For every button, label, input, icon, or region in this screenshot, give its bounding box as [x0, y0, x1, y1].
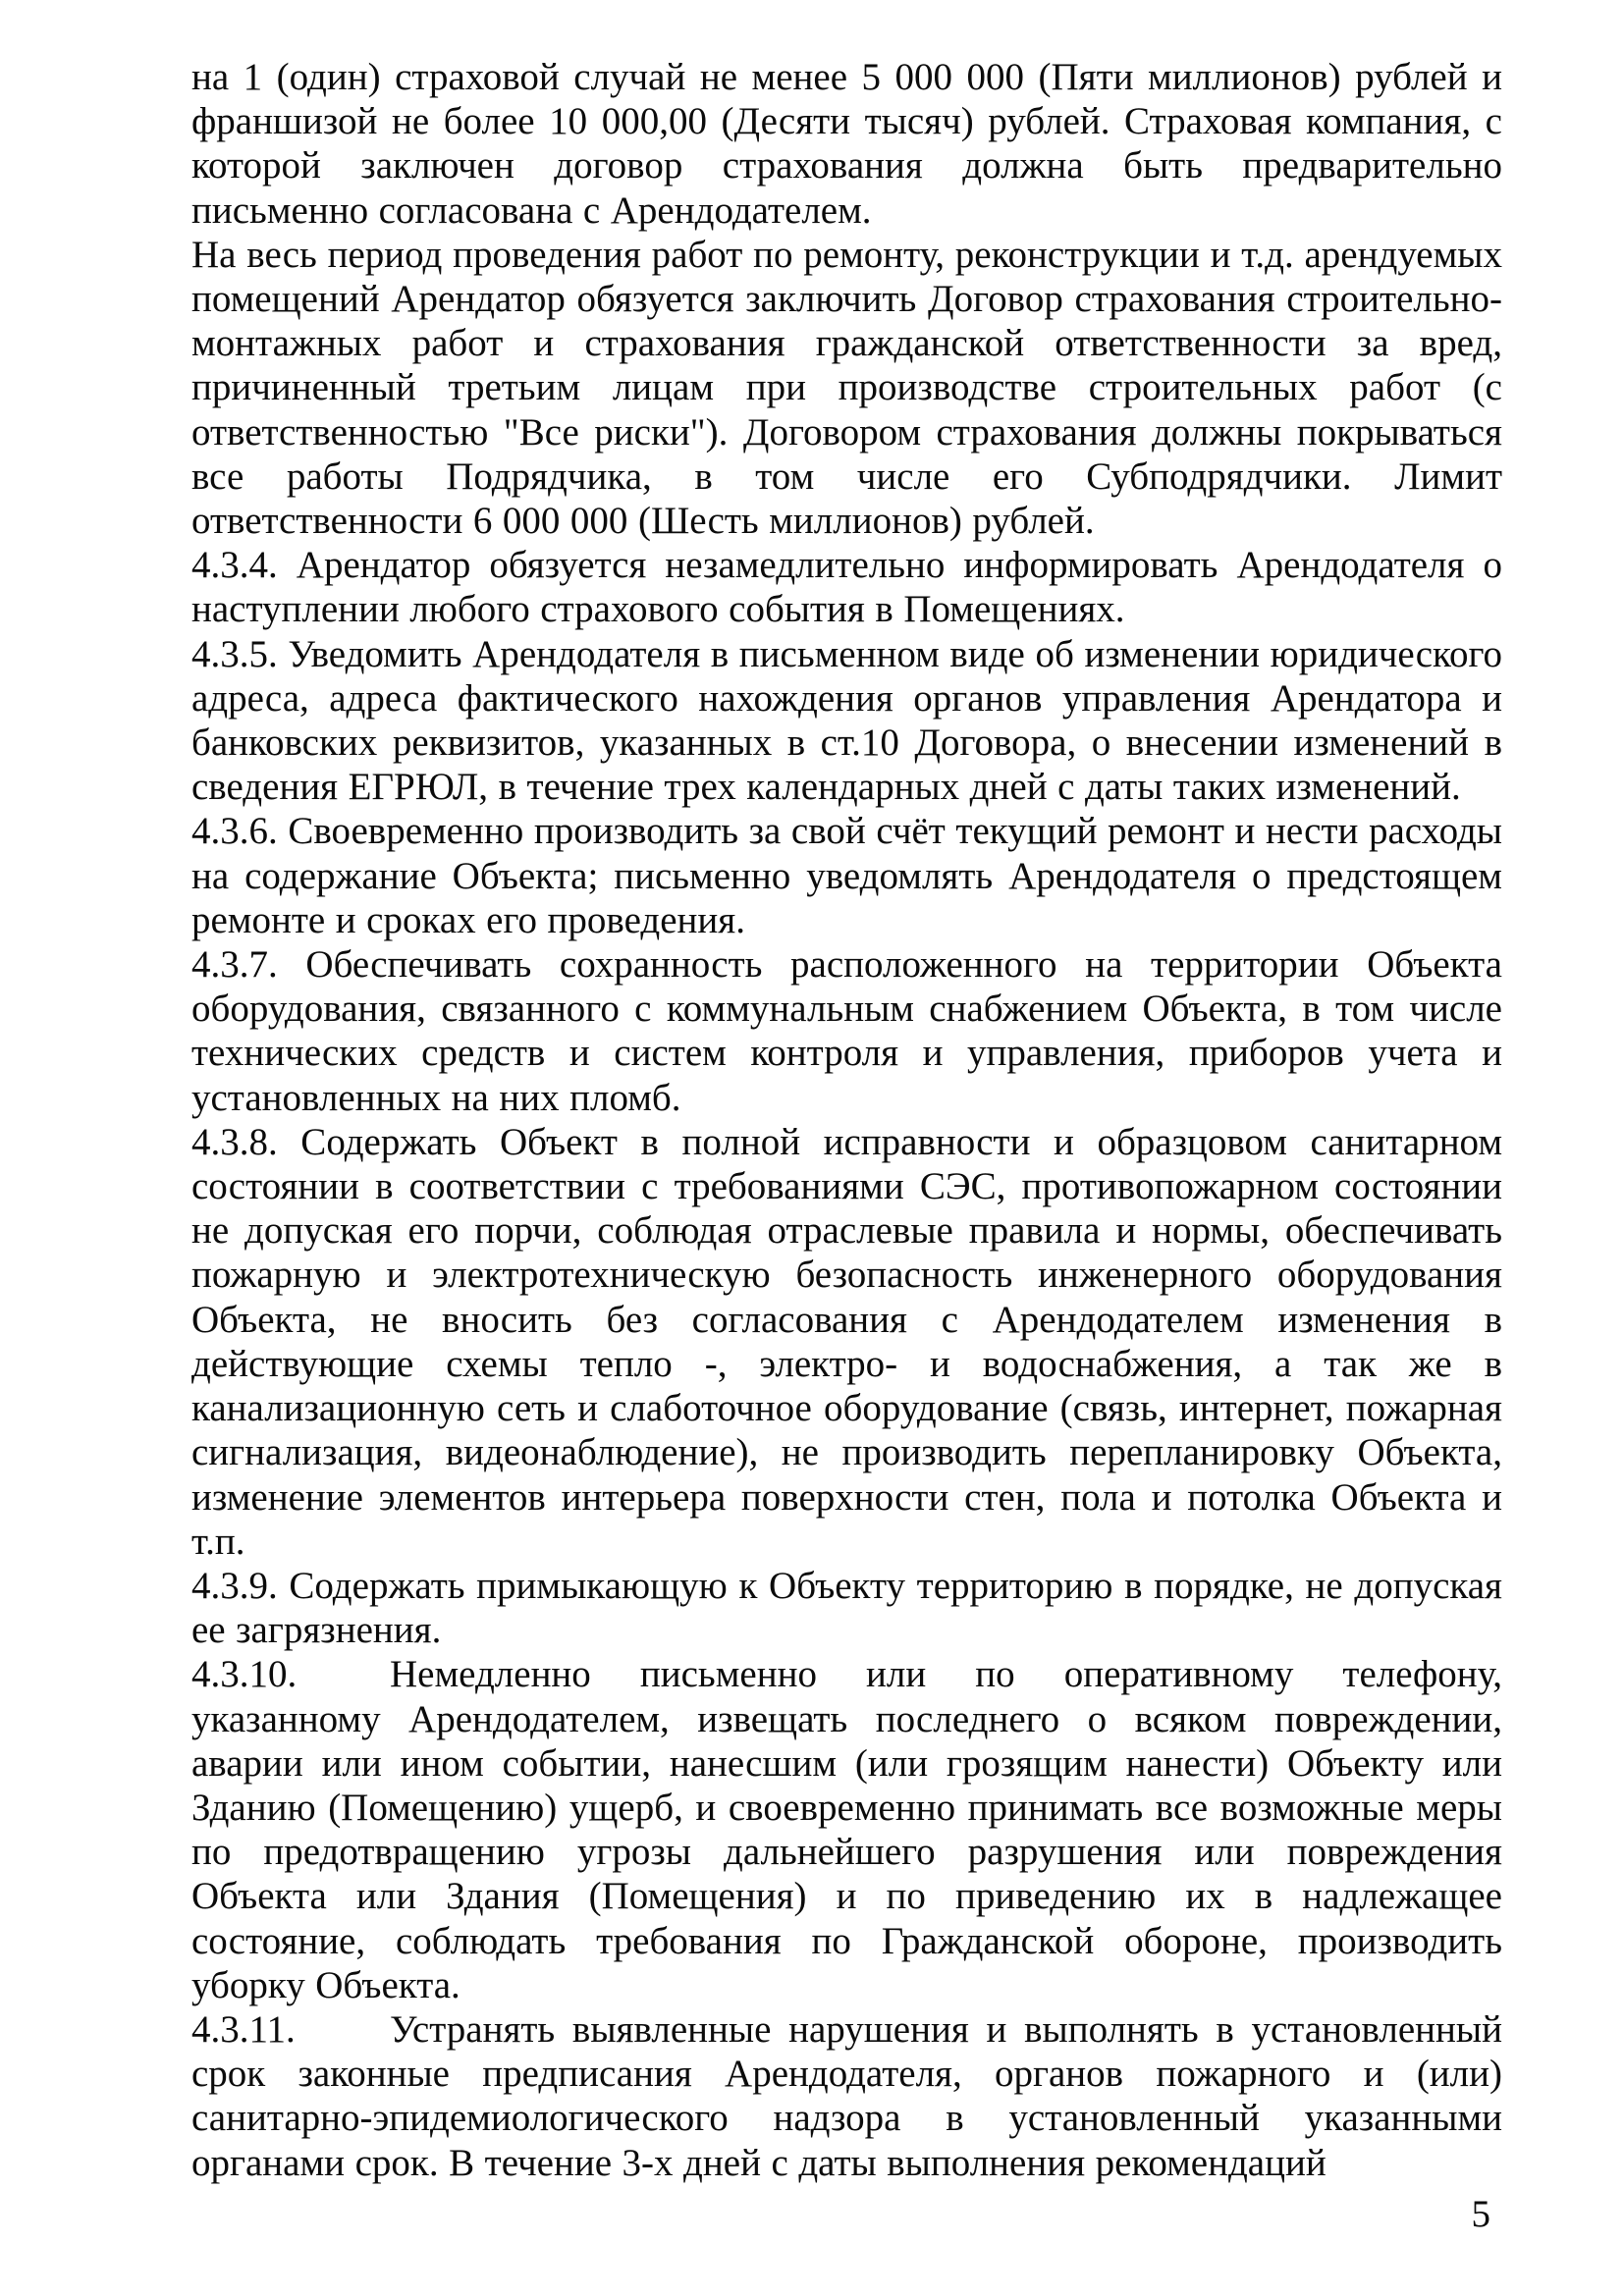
- document-body-text: [191, 55, 1502, 2185]
- clause-4-3-4: 4.3.4. Арендатор обязуется незамедлительно информировать Арендодателя о наступлении любого страхового события в Помещениях.: [191, 544, 1502, 631]
- page-number: 5: [1471, 2193, 1490, 2235]
- clause-4-3-11-number: 4.3.11.: [191, 2007, 296, 2051]
- clause-4-3-8: 4.3.8. Содержать Объект в полной исправности и образцовом санитарном состоянии в соответствии с требованиями СЭС, противопожарном состоянии не допуская его порчи, соблюдая отраслевые правила и нормы, обеспечивать пожарную и электротехническую безопасность инженерного оборудования Объекта, не вносить без согласования с Арендодателем изменения в действующие схемы тепло -, электро- и водоснабжения, а так же в канализационную сеть и слаботочное оборудование (связь, интернет, пожарная сигнализация, видеонаблюдение), не производить перепланировку Объекта, изменение элементов интерьера поверхности стен, пола и потолка Объекта и т.п.: [191, 1120, 1502, 1563]
- clause-4-3-5: 4.3.5. Уведомить Арендодателя в письменном виде об изменении юридического адреса, адреса фактического нахождения органов управления Арендатора и банковских реквизитов, указанных в ст.10 Договора, о внесении изменений в сведения ЕГРЮЛ, в течение трех календарных дней с даты таких изменений.: [191, 632, 1502, 809]
- clause-4-3-10: [191, 1652, 1502, 2007]
- clause-4-3-6: 4.3.6. Своевременно производить за свой счёт текущий ремонт и нести расходы на содержание Объекта; письменно уведомлять Арендодателя о предстоящем ремонте и сроках его проведения.: [191, 810, 1502, 941]
- clause-4-3-11-text: Устранять выявленные нарушения и выполнять в установленный срок законные предписания Арендодателя, органов пожарного и (или) санитарно-эпидемиологического надзора в установленный указанными органами срок. В течение 3-х дней с даты выполнения рекомендаций: [191, 2007, 1502, 2184]
- clause-construction-works-insurance: На весь период проведения работ по ремонту, реконструкции и т.д. арендуемых помещений Арендатор обязуется заключить Договор страхования строительно-монтажных работ и страхования гражданской ответственности за вред, причиненный третьим лицам при производстве строительных работ (с ответственностью "Все риски"). Договором страхования должны покрываться все работы Подрядчика, в том числе его Субподрядчики. Лимит ответственности 6 000 000 (Шесть миллионов) рублей.: [191, 233, 1502, 543]
- clause-4-3-11: [191, 2007, 1502, 2185]
- clause-4-3-10-number: 4.3.10.: [191, 1653, 298, 1696]
- clause-4-3-10-text: Немедленно письменно или по оперативному телефону, указанному Арендодателем, извещать последнего о всяком повреждении, аварии или ином событии, нанесшим (или грозящим нанести) Объекту или Зданию (Помещению) ущерб, и своевременно принимать все возможные меры по предотвращению угрозы дальнейшего разрушения или повреждения Объекта или Здания (Помещения) и по приведению их в надлежащее состояние, соблюдать требования по Гражданской обороне, производить уборку Объекта.: [191, 1653, 1502, 2006]
- clause-4-3-9: 4.3.9. Содержать примыкающую к Объекту территорию в порядке, не допуская ее загрязнения.: [191, 1564, 1502, 1652]
- clause-4-3-7: 4.3.7. Обеспечивать сохранность расположенного на территории Объекта оборудования, связанного с коммунальным снабжением Объекта, в том числе технических средств и систем контроля и управления, приборов учета и установленных на них пломб.: [191, 943, 1502, 1119]
- clause-insurance-case-continuation: на 1 (один) страховой случай не менее 5 000 000 (Пяти миллионов) рублей и франшизой не более 10 000,00 (Десяти тысяч) рублей. Страховая компания, с которой заключен договор страхования должна быть предварительно письменно согласована с Арендодателем.: [191, 56, 1502, 232]
